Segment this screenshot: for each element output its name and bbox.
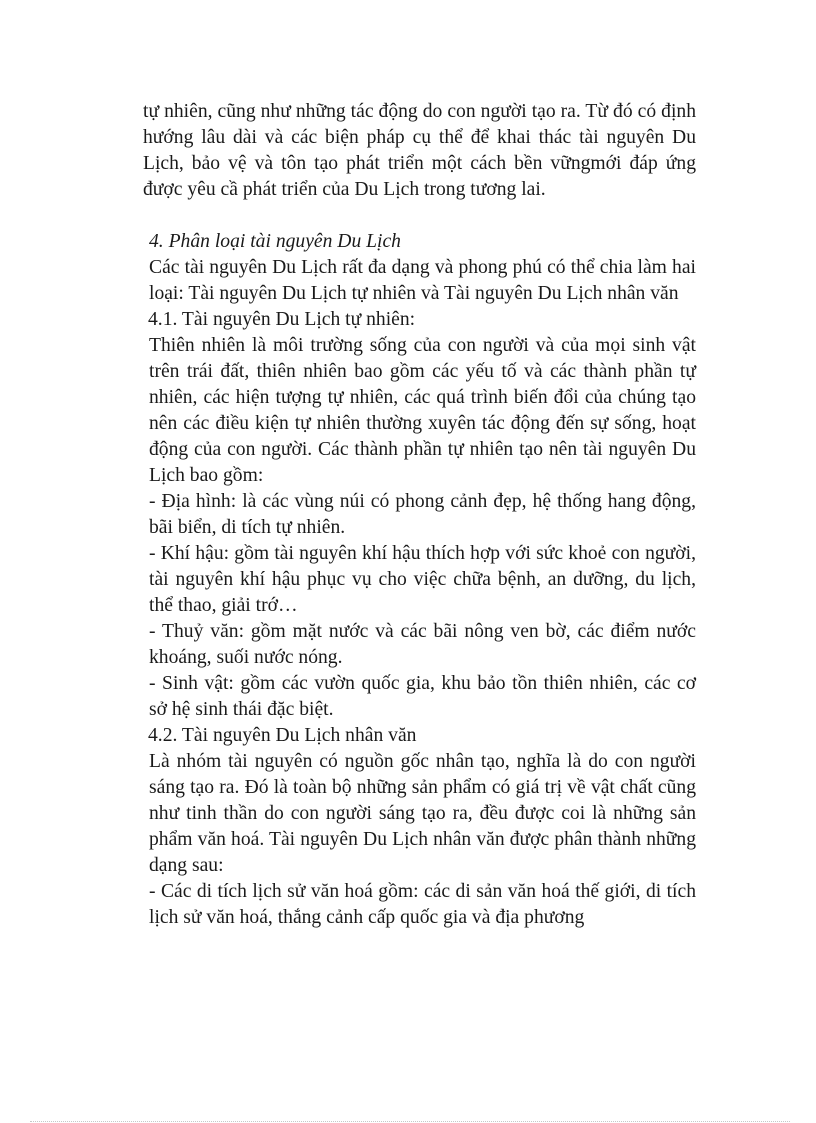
bullet-climate: - Khí hậu: gồm tài nguyên khí hậu thích hợp với sức khoẻ con người, tài nguyên khí hậu phục vụ cho việc chữa bệnh, an dưỡng, du lịch, thể thao, giải trớ… [149,543,696,616]
page-bottom-border [30,1121,790,1122]
subsection-4-1-paragraph: Thiên nhiên là môi trường sống của con người và của mọi sinh vật trên trái đất, thiên nhiên bao gồm các yếu tố và các thành phần tự nhiên, các hiện tượng tự nhiên, các quá trình biến đổi của chúng tạo nên các điều kiện tự nhiên thường xuyên tác động đến sự sống, hoạt động của con người. Các thành phần tự nhiên tạo nên tài nguyên Du Lịch bao gồm: [149,335,696,486]
bullet-hydrology: - Thuỷ văn: gồm mặt nước và các bãi nông ven bờ, các điểm nước khoáng, suối nước nóng. [149,621,696,668]
section-4-intro: Các tài nguyên Du Lịch rất đa dạng và phong phú có thể chia làm hai loại: Tài nguyên Du Lịch tự nhiên và Tài nguyên Du Lịch nhân văn [149,257,696,304]
subsection-4-2-paragraph: Là nhóm tài nguyên có nguồn gốc nhân tạo, nghĩa là do con người sáng tạo ra. Đó là toàn bộ những sản phẩm có giá trị về vật chất cũng như tinh thần do con người sáng tạo ra, đều được coi là những sản phẩm văn hoá. Tài nguyên Du Lịch nhân văn được phân thành những dạng sau: [149,751,696,876]
subsection-4-1-heading: 4.1. Tài nguyên Du Lịch tự nhiên: [148,309,416,330]
paragraph-spacer [143,203,696,229]
bullet-terrain: - Địa hình: là các vùng núi có phong cảnh đẹp, hệ thống hang động, bãi biển, di tích tự nhiên. [149,491,696,538]
intro-paragraph: tự nhiên, cũng như những tác động do con người tạo ra. Từ đó có định hướng lâu dài và các biện pháp cụ thể để khai thác tài nguyên Du Lịch, bảo vệ và tôn tạo phát triển một cách bền vữngmới đáp ứng được yêu cầ phát triển của Du Lịch trong tương lai. [143,101,696,200]
section-4-heading: 4. Phân loại tài nguyên Du Lịch [149,231,401,252]
bullet-biology: - Sinh vật: gồm các vườn quốc gia, khu bảo tồn thiên nhiên, các cơ sở hệ sinh thái đặc biệt. [149,673,696,720]
bullet-heritage: - Các di tích lịch sử văn hoá gồm: các di sản văn hoá thế giới, di tích lịch sử văn hoá, thắng cảnh cấp quốc gia và địa phương [149,881,696,928]
subsection-4-2-heading: 4.2. Tài nguyên Du Lịch nhân văn [148,725,417,746]
document-body [143,99,696,931]
